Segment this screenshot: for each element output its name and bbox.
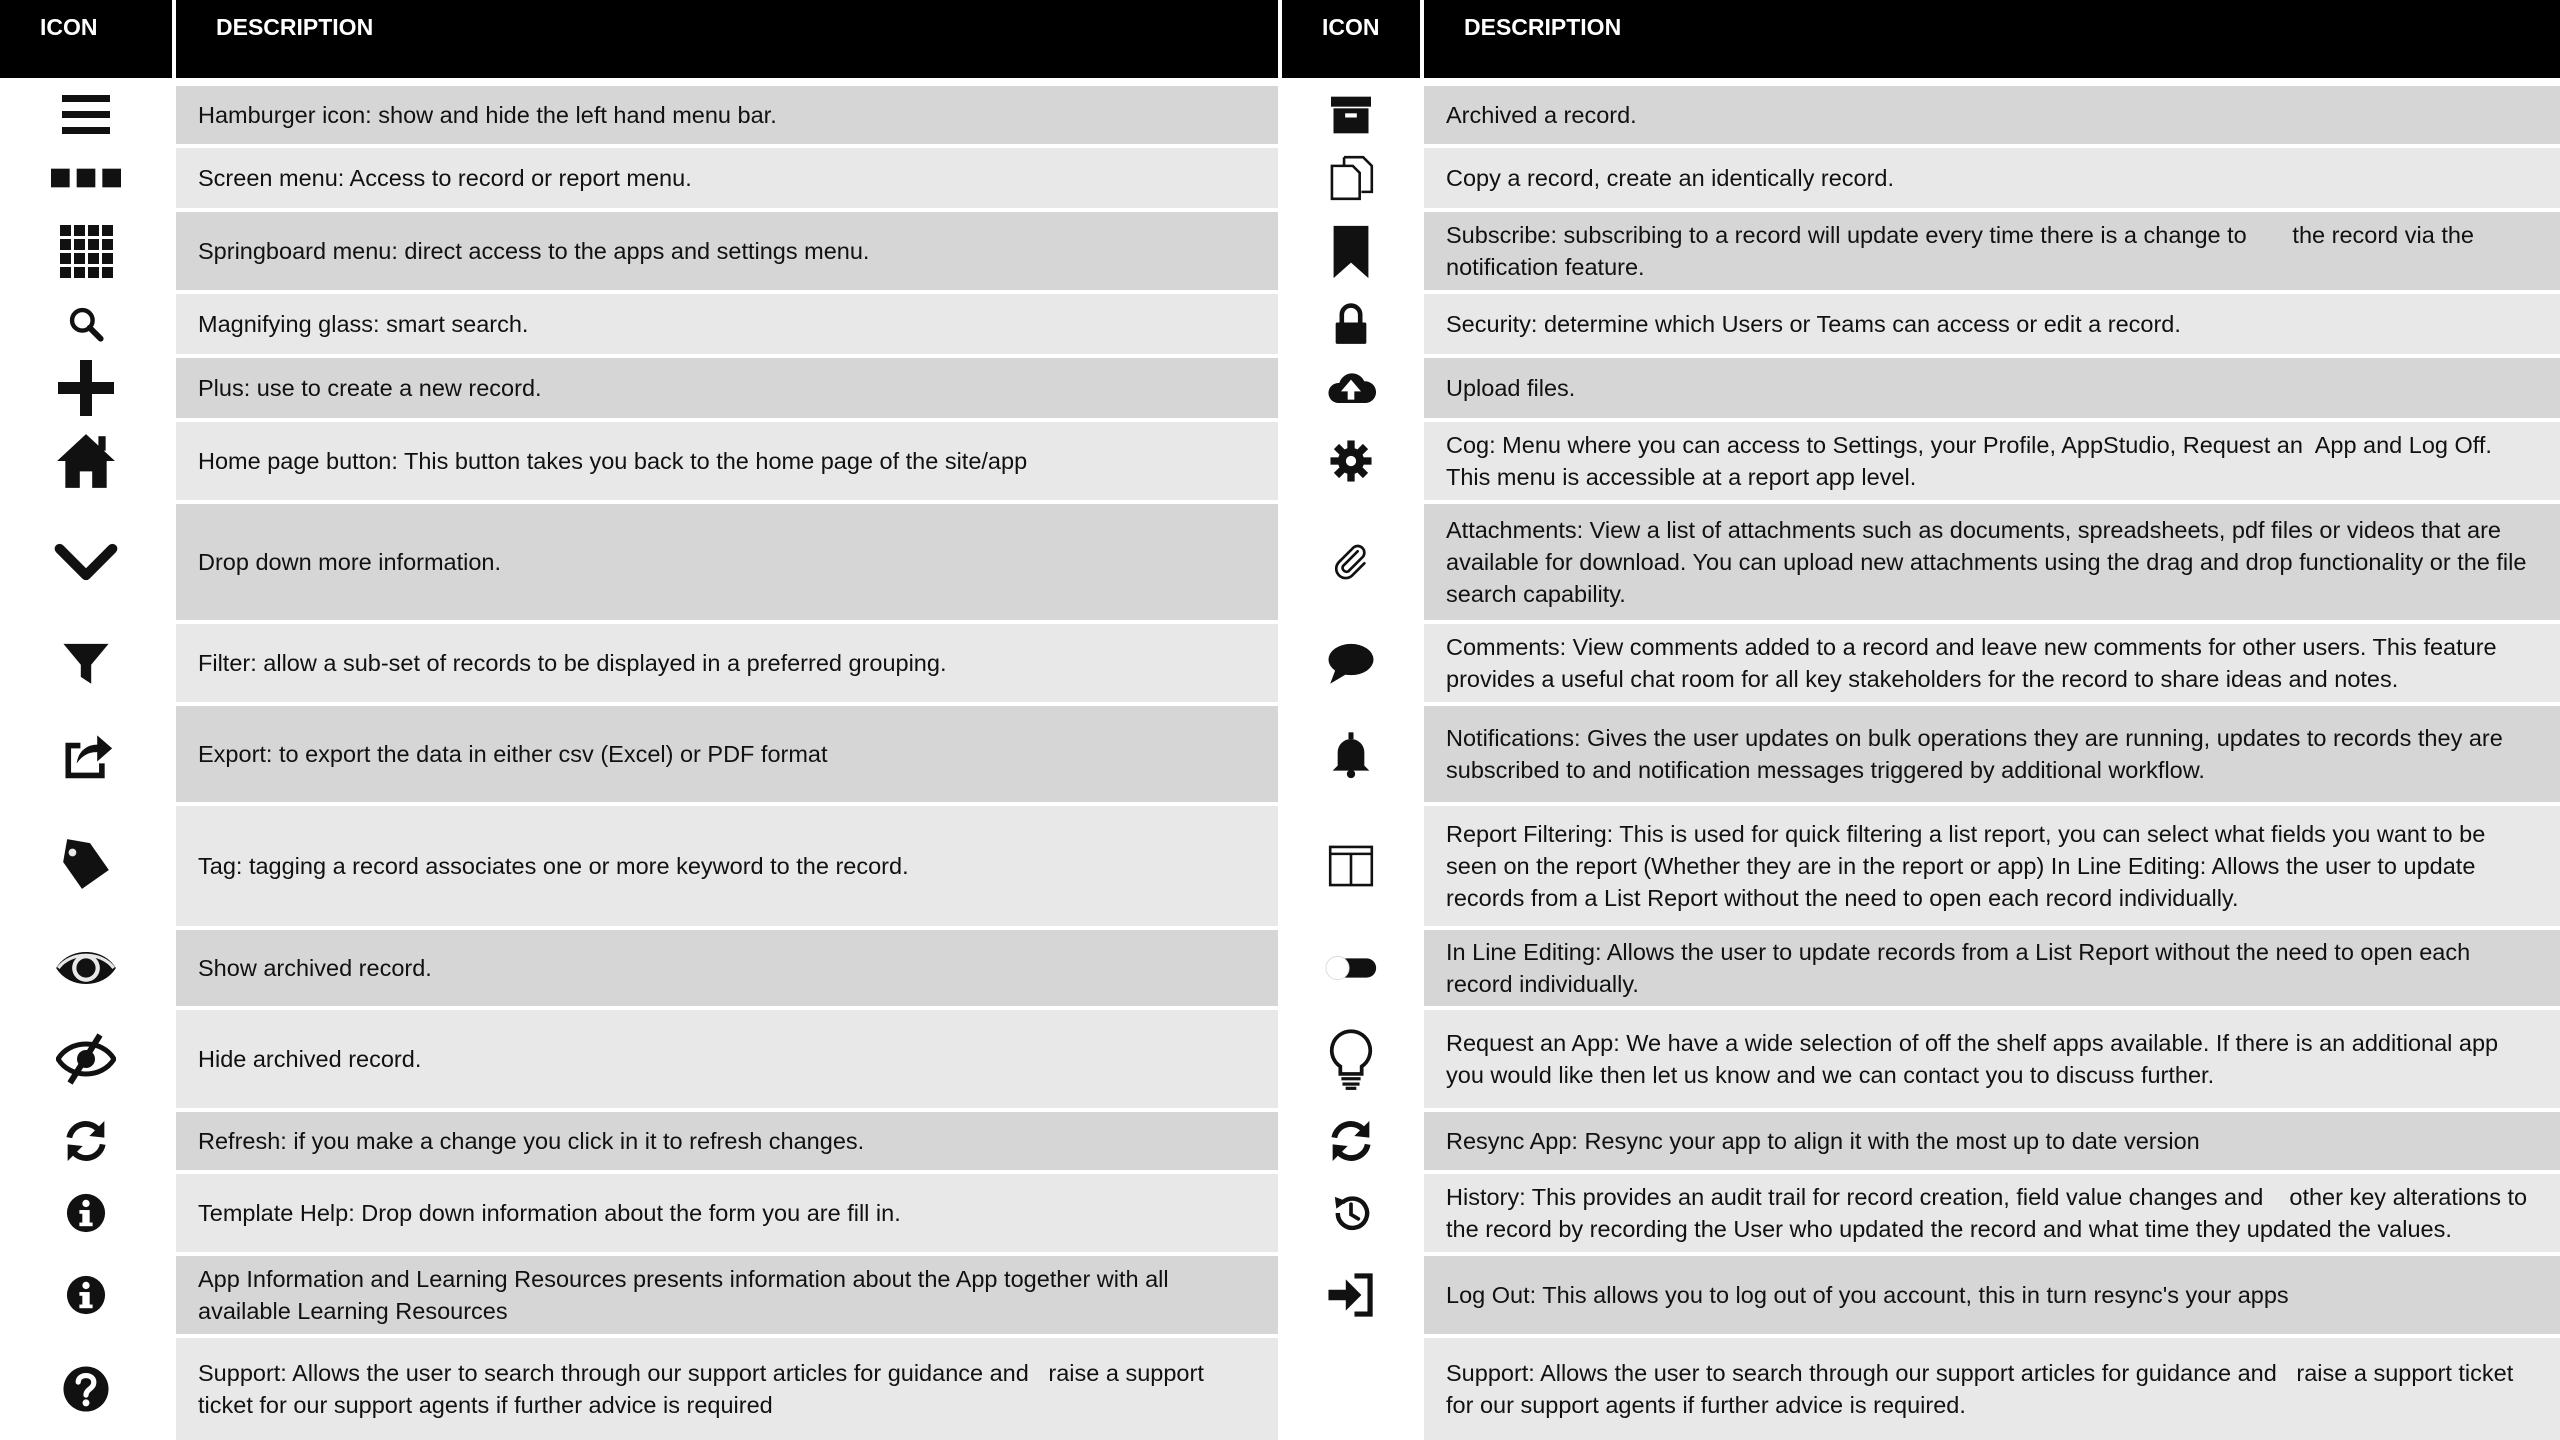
description-text: Copy a record, create an identically record. [1446,165,1895,191]
description-text: Export: to export the data in either csv (Excel) or PDF format [198,741,828,767]
description-text: Archived a record. [1446,102,1637,128]
export-icon [58,726,114,782]
description-text: Filter: allow a sub-set of records to be displayed in a preferred grouping. [198,650,947,676]
right-icon-cell [1282,624,1420,702]
eye-slash-icon [56,1029,116,1089]
description-text: Notifications: Gives the user updates on bulk operations they are running, updates to records they are subscribed to and notification messages triggered by additional workflow. [1446,725,2510,783]
right-icon-cell [1282,148,1420,208]
right-description-cell [1424,1010,2560,1108]
right-icon-cell [1282,1174,1420,1252]
description-text: Home page button: This button takes you back to the home page of the site/app [198,448,1028,474]
paperclip-icon [1331,542,1371,582]
right-icon-cell [1282,504,1420,620]
header-label: DESCRIPTION [1464,14,1622,40]
description-text: Plus: use to create a new record. [198,375,542,401]
right-description-cell [1424,1174,2560,1252]
description-text: Resync App: Resync your app to align it with the most up to date version [1446,1128,2200,1154]
description-text: Show archived record. [198,955,432,981]
right-icon-cell [1282,1256,1420,1334]
right-description-cell [1424,358,2560,418]
left-description-cell [176,706,1278,802]
description-text: Drop down more information. [198,549,502,575]
left-icon-cell [0,358,172,418]
left-description-cell [176,1338,1278,1440]
lightbulb-icon [1319,1027,1383,1091]
resync-icon [1326,1116,1376,1166]
left-icon-cell [0,624,172,702]
description-text: Hamburger icon: show and hide the left hand menu bar. [198,102,777,128]
left-icon-cell [0,86,172,144]
right-icon-cell [1282,1338,1420,1440]
header-label: ICON [1322,14,1380,40]
left-icon-cell [0,930,172,1006]
magnifying-glass-icon [64,302,108,346]
description-text: Template Help: Drop down information about the form you are fill in. [198,1200,901,1226]
left-icon-cell [0,806,172,926]
plus-icon [56,358,116,418]
left-icon-cell [0,1256,172,1334]
toggle-icon [1322,939,1380,997]
info-icon [64,1191,108,1235]
springboard-icon [56,221,116,281]
cloud-upload-icon [1326,363,1376,413]
left-icon-cell [0,1174,172,1252]
left-description-cell [176,504,1278,620]
right-icon-cell [1282,1112,1420,1170]
left-description-cell [176,624,1278,702]
cog-icon [1329,439,1373,483]
sign-in-icon [1325,1269,1377,1321]
chevron-down-icon [53,529,119,595]
left-description-cell [176,930,1278,1006]
left-description-cell [176,86,1278,144]
right-description-cell [1424,422,2560,500]
description-text: App Information and Learning Resources presents information about the App together with all available Learning Resources [198,1266,1176,1324]
history-icon [1329,1191,1373,1235]
right-icon-cell [1282,358,1420,418]
lock-icon [1328,301,1374,347]
question-icon [60,1363,112,1415]
left-description-cell [176,212,1278,290]
description-text: History: This provides an audit trail for record creation, field value changes and other key alterations to the record by recording the User who updated the record and what time they updated the values. [1446,1184,2534,1242]
description-text: Security: determine which Users or Teams can access or edit a record. [1446,311,2181,337]
right-icon-cell [1282,1010,1420,1108]
header-label: DESCRIPTION [216,14,374,40]
right-description-cell [1424,706,2560,802]
left-icon-cell [0,706,172,802]
left-description-header [176,0,1278,78]
tag-icon [57,837,115,895]
left-icon-cell [0,422,172,500]
right-description-cell [1424,1256,2560,1334]
left-icon-cell [0,1338,172,1440]
description-text: Support: Allows the user to search through our support articles for guidance and raise a support ticket for our support agents if further advice is required. [1446,1360,2520,1418]
left-description-cell [176,1174,1278,1252]
description-text: Report Filtering: This is used for quick filtering a list report, you can select what fields you want to be seen on the report (Whether they are in the report or app) In Line Editing: Allows the user to update records from a List Report without the need to open each record individually. [1446,821,2492,911]
bookmark-icon [1322,222,1380,280]
right-icon-cell [1282,806,1420,926]
right-description-cell [1424,86,2560,144]
description-text: Hide archived record. [198,1046,422,1072]
eye-icon [54,936,118,1000]
description-text: In Line Editing: Allows the user to update records from a List Report without the need to open each record individually. [1446,939,2477,997]
description-text: Magnifying glass: smart search. [198,311,529,337]
right-icon-cell [1282,86,1420,144]
right-description-cell [1424,212,2560,290]
description-text: Springboard menu: direct access to the apps and settings menu. [198,238,870,264]
right-description-cell [1424,504,2560,620]
refresh-icon [61,1116,111,1166]
hamburger-icon [56,85,116,145]
left-description-cell [176,806,1278,926]
right-description-cell [1424,294,2560,354]
description-text: Request an App: We have a wide selection of off the shelf apps available. If there is an additional app you would like then let us know and we can contact you to discuss further. [1446,1030,2505,1088]
description-text: Cog: Menu where you can access to Settings, your Profile, AppStudio, Request an App and Log Off. This menu is accessible at a report app level. [1446,432,2499,490]
left-description-cell [176,1256,1278,1334]
left-icon-cell [0,1010,172,1108]
right-icon-cell [1282,294,1420,354]
right-icon-cell [1282,422,1420,500]
right-icon-header [1282,0,1420,78]
right-description-cell [1424,1338,2560,1440]
right-description-cell [1424,930,2560,1006]
description-text: Log Out: This allows you to log out of you account, this in turn resync's your apps [1446,1282,2289,1308]
comment-icon [1325,637,1377,689]
left-icon-cell [0,504,172,620]
description-text: Tag: tagging a record associates one or more keyword to the record. [198,853,909,879]
left-description-cell [176,1010,1278,1108]
description-text: Support: Allows the user to search through our support articles for guidance and raise a support ticket for our support agents if further advice is required [198,1360,1211,1418]
left-icon-cell [0,1112,172,1170]
left-description-cell [176,422,1278,500]
right-icon-cell [1282,930,1420,1006]
right-icon-cell [1282,706,1420,802]
archive-icon [1326,90,1376,140]
description-text: Upload files. [1446,375,1576,401]
columns-icon [1325,840,1377,892]
info-icon [64,1273,108,1317]
left-icon-cell [0,294,172,354]
right-description-header [1424,0,2560,78]
left-description-cell [176,294,1278,354]
left-icon-cell [0,212,172,290]
description-text: Comments: View comments added to a record and leave new comments for other users. This feature provides a useful chat room for all key stakeholders for the record to share ideas and notes. [1446,634,2504,692]
right-description-cell [1424,806,2560,926]
left-description-cell [176,1112,1278,1170]
left-icon-cell [0,148,172,208]
description-text: Screen menu: Access to record or report menu. [198,165,692,191]
description-text: Subscribe: subscribing to a record will update every time there is a change to the record via the notification feature. [1446,222,2481,280]
home-icon [55,430,117,492]
right-description-cell [1424,148,2560,208]
left-icon-header [0,0,172,78]
bell-icon [1326,729,1376,779]
right-description-cell [1424,1112,2560,1170]
copy-icon [1325,152,1377,204]
description-text: Attachments: View a list of attachments such as documents, spreadsheets, pdf files or videos that are available for download. You can upload new attachments using the drag and drop functionality or the file search capability. [1446,517,2533,607]
left-description-cell [176,148,1278,208]
screen-menu-icon [51,143,121,213]
right-description-cell [1424,624,2560,702]
filter-icon [60,637,112,689]
left-description-cell [176,358,1278,418]
description-text: Refresh: if you make a change you click in it to refresh changes. [198,1128,865,1154]
right-icon-cell [1282,212,1420,290]
header-label: ICON [40,14,98,40]
